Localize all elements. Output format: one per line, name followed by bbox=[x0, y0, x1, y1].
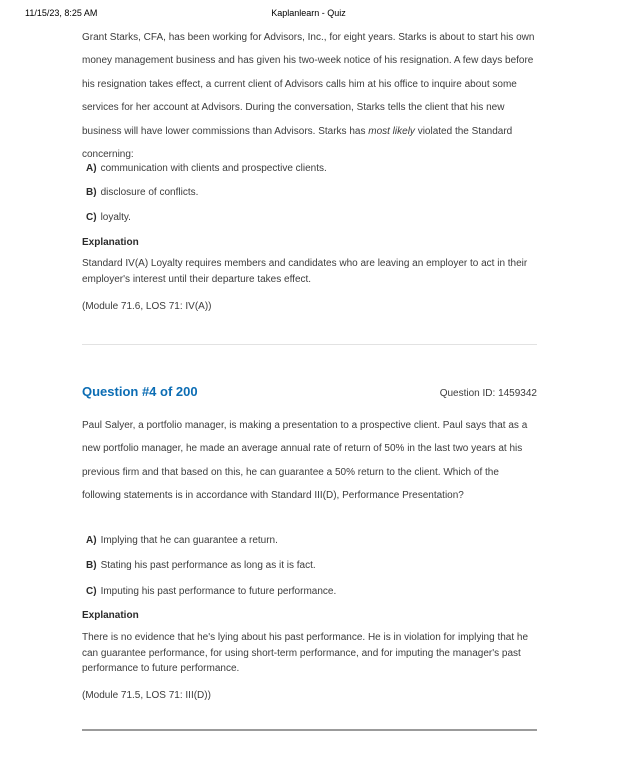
question-3-stem-italic: most likely bbox=[368, 125, 415, 137]
question-3-stem-text-end: violated the Standard concerning: bbox=[82, 125, 513, 161]
option-text: Imputing his past performance to future performance. bbox=[100, 586, 337, 597]
question-4-option-a bbox=[82, 532, 537, 549]
question-4-id: Question ID: 1459342 bbox=[439, 388, 537, 399]
question-3-module-reference: (Module 71.6, LOS 71: IV(A)) bbox=[82, 301, 212, 312]
question-4-option-b bbox=[82, 557, 537, 574]
print-header-date: 11/15/23, 8:25 AM bbox=[25, 8, 98, 18]
question-4-explanation-text: There is no evidence that he's lying about his past performance. He is in violation for implying that he can guarantee performance, for using short-term performance, and for imputing the manager's past performance to future performance. bbox=[82, 632, 529, 674]
question-4-module-reference: (Module 71.5, LOS 71: III(D)) bbox=[82, 690, 211, 701]
option-letter: A) bbox=[86, 535, 97, 546]
option-letter: A) bbox=[86, 163, 97, 174]
question-3-option-c bbox=[82, 209, 537, 226]
print-header-title: Kaplanlearn - Quiz bbox=[271, 8, 346, 18]
question-divider bbox=[82, 344, 537, 345]
option-text: Stating his past performance as long as it is fact. bbox=[100, 560, 316, 571]
quiz-content bbox=[82, 0, 537, 767]
question-3-option-b bbox=[82, 184, 537, 201]
question-4-option-c bbox=[82, 583, 537, 600]
question-3-option-a bbox=[82, 160, 537, 177]
question-3-stem bbox=[82, 26, 537, 166]
option-text: disclosure of conflicts. bbox=[100, 187, 199, 198]
option-letter: C) bbox=[86, 586, 97, 597]
option-letter: B) bbox=[86, 187, 97, 198]
question-3-explanation-text: Standard IV(A) Loyalty requires members and candidates who are leaving an employer to act in their employer's interest until their departure takes effect. bbox=[82, 258, 528, 285]
option-text: Implying that he can guarantee a return. bbox=[100, 535, 278, 546]
question-4-explanation-heading: Explanation bbox=[82, 610, 139, 621]
option-letter: C) bbox=[86, 212, 97, 223]
question-3-explanation-heading: Explanation bbox=[82, 237, 139, 248]
question-3-stem-text: Grant Starks, CFA, has been working for Advisors, Inc., for eight years. Starks is about to start his own money management business and has given his two-week notice of his resignation. A few days before his resignation takes effect, a current client of Advisors calls him at his office to inquire about some services for her account at Advisors. During the conversation, Starks tells the client that his new business will have lower commissions than Advisors. Starks has bbox=[82, 32, 535, 137]
question-4-stem: Paul Salyer, a portfolio manager, is making a presentation to a prospective client. Paul says that as a new portfolio manager, he made an average annual rate of return of 50% in the last two years at his previous firm and that based on this, he can guarantee a 50% return to the client. Which of the following statements is in accordance with Standard III(D), Performance Presentation? bbox=[82, 420, 528, 502]
option-letter: B) bbox=[86, 560, 97, 571]
bottom-rule bbox=[82, 729, 537, 731]
question-4-header bbox=[82, 383, 537, 401]
option-text: loyalty. bbox=[100, 212, 131, 223]
option-text: communication with clients and prospective clients. bbox=[100, 163, 327, 174]
question-4-title: Question #4 of 200 bbox=[82, 384, 198, 399]
